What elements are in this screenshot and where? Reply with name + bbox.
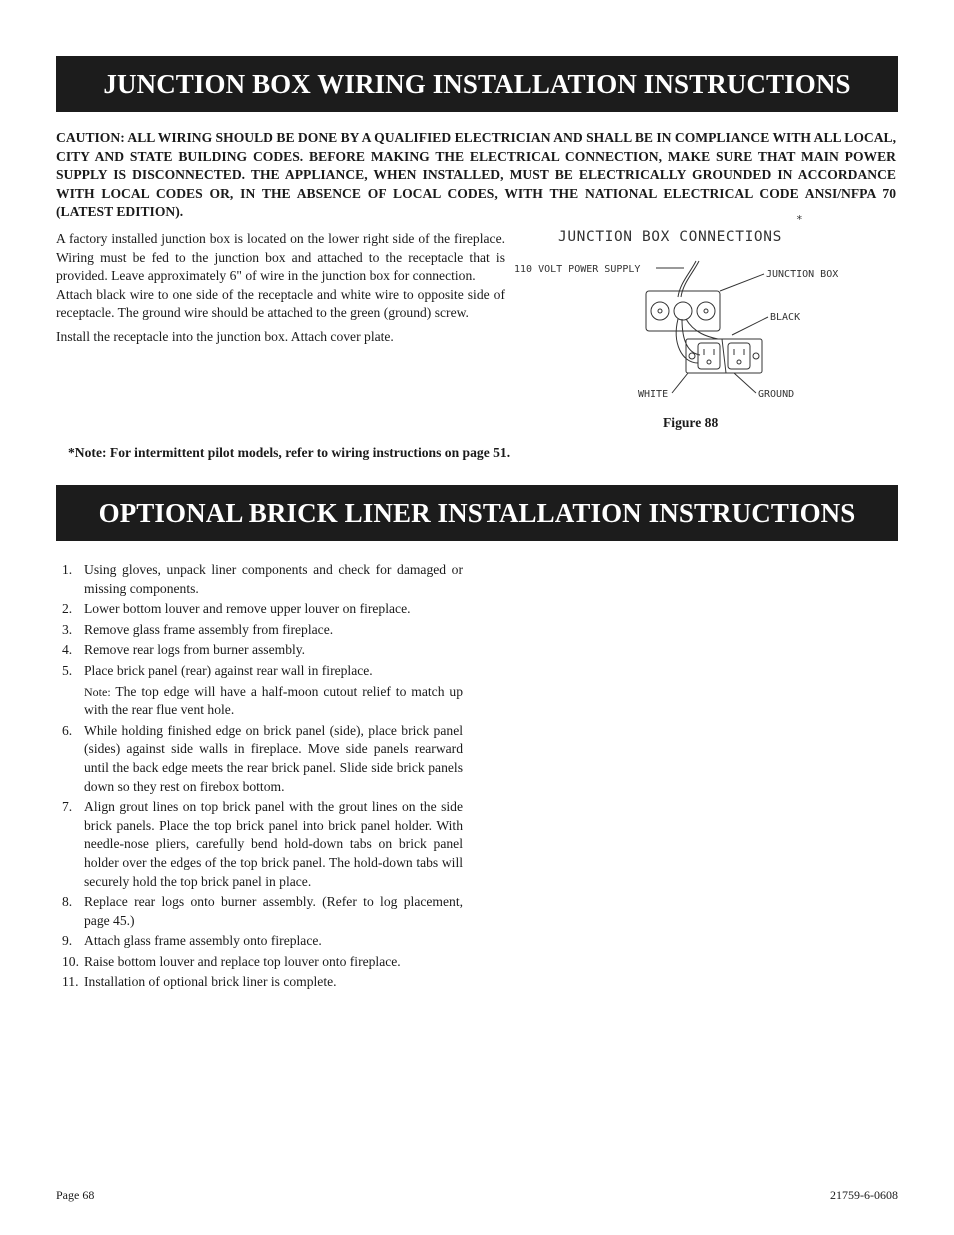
list-item	[56, 932, 463, 951]
list-item	[56, 561, 463, 598]
step-number: 3.	[62, 621, 73, 637]
intro-paragraph-2: Attach black wire to one side of the receptacle and white wire to opposite side of receptacle. The ground wire should be attached to the green (ground) screw.	[56, 286, 505, 321]
list-item	[56, 641, 463, 660]
diagram-drawing	[646, 261, 768, 393]
figure-caption: Figure 88	[663, 415, 719, 430]
label-black: BLACK	[770, 312, 801, 323]
step-text: While holding finished edge on brick panel (side), place brick panel (sides) against side walls in fireplace. Move side panels rearward until the back edge meets the rear brick panel. Slide side brick panels down so they rest on firebox bottom.	[84, 722, 463, 794]
step-text: Align grout lines on top brick panel with the grout lines on the side brick panels. Place the top brick panel into brick panel holder. With needle-nose pliers, carefully bend hold-down tabs on brick panel holder over the edges of the top brick panel. The hold-down tabs will securely hold the top brick panel in place.	[84, 799, 463, 889]
section-banner-brick-liner: OPTIONAL BRICK LINER INSTALLATION INSTRUCTIONS	[56, 485, 898, 541]
list-item	[56, 621, 463, 640]
figure-title: JUNCTION BOX CONNECTIONS	[558, 229, 782, 245]
step-text: Remove glass frame assembly from fireplace.	[84, 621, 334, 637]
step-text: Remove rear logs from burner assembly.	[84, 642, 306, 658]
step-text: Replace rear logs onto burner assembly. (Refer to log placement, page 45.)	[84, 894, 463, 928]
step-text: Raise bottom louver and replace top louver onto fireplace.	[84, 953, 401, 969]
list-item	[56, 973, 463, 992]
list-item	[56, 722, 463, 796]
step-number: 1.	[62, 562, 73, 577]
intro-paragraph-3: Install the receptacle into the junction box. Attach cover plate.	[56, 328, 394, 344]
step-text: Lower bottom louver and remove upper louver on fireplace.	[84, 601, 411, 617]
list-item	[56, 798, 463, 891]
step-number: 2.	[62, 601, 73, 617]
step-text: Attach glass frame assembly onto fireplace.	[84, 933, 322, 949]
label-ground: GROUND	[758, 389, 795, 400]
intro-paragraph-1: A factory installed junction box is located on the lower right side of the fireplace. Wiring must be fed to the junction box and attached to the receptacle that is provided. Leave approximately 6" of wire in the junction box for connection.	[56, 231, 505, 284]
label-junction-box: JUNCTION BOX	[766, 269, 839, 280]
figure-asterisk: *	[796, 213, 803, 226]
list-item	[56, 893, 463, 930]
step-text: Place brick panel (rear) against rear wall in fireplace.	[84, 662, 373, 678]
step-number: 4.	[62, 642, 73, 658]
step-number: 10.	[62, 953, 79, 969]
label-white: WHITE	[638, 389, 669, 400]
page-number: Page 68	[56, 1188, 95, 1202]
step-number: 7.	[62, 799, 73, 815]
caution-paragraph: CAUTION: ALL WIRING SHOULD BE DONE BY A QUALIFIED ELECTRICIAN AND SHALL BE IN COMPLIANCE WITH ALL LOCAL, CITY AND STATE BUILDING CODES. BEFORE MAKING THE ELECTRICAL CONNECTION, MAKE SURE THAT MAIN POWER SUPPLY IS DISCONNECTED. THE APPLIANCE, WHEN INSTALLED, MUST BE ELECTRICALLY GROUNDED IN ACCORDANCE WITH LOCAL CODES OR, IN THE ABSENCE OF LOCAL CODES, WITH THE NATIONAL ELECTRICAL CODE ANSI/NFPA 70 (LATEST EDITION).	[56, 130, 896, 220]
step-number: 8.	[62, 894, 73, 910]
step-number: 11.	[62, 974, 79, 990]
junction-instructions	[56, 230, 505, 347]
section-banner-junction-box: JUNCTION BOX WIRING INSTALLATION INSTRUCTIONS	[56, 56, 898, 112]
step-number: 5.	[62, 662, 73, 678]
label-power-supply: 110 VOLT POWER SUPPLY	[514, 264, 641, 275]
step-5-note	[84, 683, 463, 720]
step-number: 9.	[62, 933, 73, 949]
document-code: 21759-6-0608	[830, 1188, 898, 1202]
list-item	[56, 600, 463, 619]
step-text: Installation of optional brick liner is complete.	[84, 974, 337, 990]
brick-liner-steps	[56, 561, 463, 994]
junction-box-diagram	[512, 213, 892, 408]
step-number: 6.	[62, 722, 73, 738]
list-item	[56, 662, 463, 681]
list-item	[56, 953, 463, 972]
step-text: Using gloves, unpack liner components and check for damaged or missing components.	[84, 562, 463, 596]
intermittent-pilot-note: *Note: For intermittent pilot models, refer to wiring instructions on page 51.	[68, 445, 511, 460]
note-label: Note:	[84, 684, 111, 699]
note-text: The top edge will have a half-moon cutout relief to match up with the rear flue vent hole.	[84, 683, 463, 718]
